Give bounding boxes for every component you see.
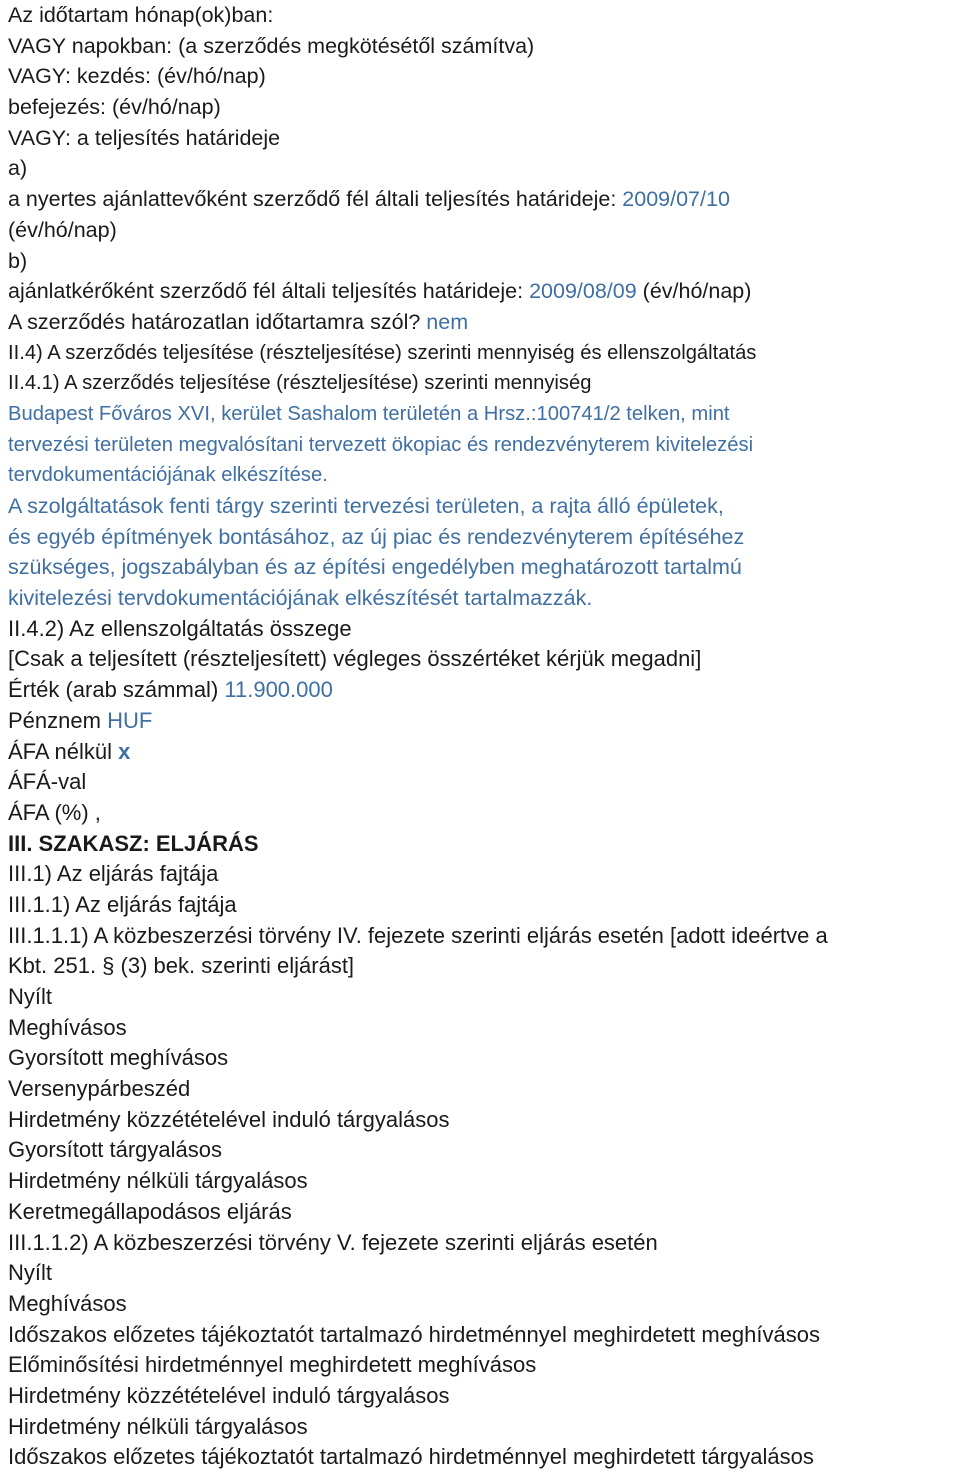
value-amount: 11.900.000 — [224, 677, 333, 703]
contracting-deadline-label: ajánlatkérőként szerződő fél általi teljesítés határideje: — [8, 279, 530, 304]
procedure-option-negotiated-without-notice: Hirdetmény nélküli tárgyalásos — [8, 1168, 308, 1194]
item-b-label: b) — [8, 248, 28, 273]
duration-months-line: Az időtartam hónap(ok)ban: — [8, 3, 274, 27]
winner-deadline-value: 2009/07/10 — [622, 187, 730, 212]
section-iii111-continuation: Kbt. 251. § (3) bek. szerinti eljárást] — [8, 953, 355, 979]
currency-value: HUF — [107, 707, 153, 733]
contracting-deadline-suffix: (év/hó/nap) — [636, 279, 752, 304]
indefinite-duration-value: nem — [426, 309, 469, 334]
quantity-text-line-2: tervezési területen megvalósítani tervezett ökopiac és rendezvényterem kivitelezési — [8, 433, 754, 456]
services-text-line-3: szükséges, jogszabályban és az építési engedélyben meghatározott tartalmú — [8, 555, 742, 580]
start-date-line: VAGY: kezdés: (év/hó/nap) — [8, 64, 266, 89]
contracting-deadline-value: 2009/08/09 — [529, 279, 637, 304]
procedure-option-negotiated-with-notice: Hirdetmény közzétételével induló tárgyalásos — [8, 1106, 450, 1132]
value-line — [8, 675, 960, 706]
section-ii4-heading: II.4) A szerződés teljesítése (részteljesítése) szerinti mennyiség és ellenszolgáltatás — [8, 341, 757, 364]
currency-line — [8, 706, 960, 737]
item-a-label: a) — [8, 156, 28, 181]
winner-deadline-line — [8, 184, 960, 215]
section-iii11-heading: III.1.1) Az eljárás fajtája — [8, 891, 237, 917]
procedure-option-open: Nyílt — [8, 984, 52, 1009]
indefinite-duration-label: A szerződés határozatlan időtartamra szól? — [8, 309, 427, 334]
date-format-line: (év/hó/nap) — [8, 217, 117, 242]
procedure-option-competitive-dialogue: Versenypárbeszéd — [8, 1076, 191, 1102]
quantity-text-line-3: tervdokumentációjának elkészítése. — [8, 464, 328, 487]
services-text-line-1: A szolgáltatások fenti tárgy szerinti tervezési területen, a rajta álló épületek, — [8, 494, 724, 518]
services-text-line-4: kivitelezési tervdokumentációjának elkészítését tartalmazzák. — [8, 586, 593, 611]
section-iii-heading: III. SZAKASZ: ELJÁRÁS — [8, 830, 259, 856]
winner-deadline-label: a nyertes ajánlattevőként szerződő fél általi teljesítés határideje: — [8, 187, 623, 212]
vat-included-line: ÁFÁ-val — [8, 769, 87, 795]
v-procedure-option-prequalification-restricted: Előminősítési hirdetménnyel meghirdetett meghívásos — [8, 1352, 537, 1378]
vat-excluded-line — [8, 737, 960, 768]
v-procedure-option-negotiated-with-notice: Hirdetmény közzétételével induló tárgyalásos — [8, 1382, 450, 1408]
section-iii1-heading: III.1) Az eljárás fajtája — [8, 861, 219, 887]
v-procedure-option-negotiated-without-notice: Hirdetmény nélküli tárgyalásos — [8, 1413, 308, 1439]
vat-excluded-label: ÁFA nélkül — [8, 738, 119, 764]
indefinite-duration-line — [8, 307, 960, 338]
procedure-option-accelerated-restricted: Gyorsított meghívásos — [8, 1045, 229, 1071]
duration-days-line: VAGY napokban: (a szerződés megkötésétől számítva) — [8, 33, 535, 58]
contracting-deadline-line — [8, 276, 960, 307]
document-body — [8, 0, 960, 1473]
value-label: Érték (arab számmal) — [8, 677, 225, 703]
currency-label: Pénznem — [8, 707, 108, 733]
v-procedure-option-periodic-restricted: Időszakos előzetes tájékoztatót tartalmazó hirdetménnyel meghirdetett meghívásos — [8, 1321, 820, 1347]
v-procedure-option-restricted: Meghívásos — [8, 1290, 127, 1316]
section-iii111-heading: III.1.1.1) A közbeszerzési törvény IV. fejezete szerinti eljárás esetén [adott ideértve a — [8, 922, 828, 948]
deadline-heading: VAGY: a teljesítés határideje — [8, 125, 281, 150]
vat-excluded-mark: x — [118, 738, 131, 764]
v-procedure-option-periodic-negotiated: Időszakos előzetes tájékoztatót tartalmazó hirdetménnyel meghirdetett tárgyalásos — [8, 1444, 814, 1470]
total-value-note: [Csak a teljesített (részteljesített) végleges összértéket kérjük megadni] — [8, 646, 702, 672]
procedure-option-restricted: Meghívásos — [8, 1014, 127, 1040]
section-ii42-heading: II.4.2) Az ellenszolgáltatás összege — [8, 615, 352, 641]
services-text-line-2: és egyéb építmények bontásához, az új piac és rendezvényterem építéséhez — [8, 524, 745, 549]
procedure-option-accelerated-negotiated: Gyorsított tárgyalásos — [8, 1137, 222, 1163]
end-date-line: befejezés: (év/hó/nap) — [8, 95, 221, 120]
quantity-text-line-1: Budapest Főváros XVI, kerület Sashalom területén a Hrsz.:100741/2 telken, mint — [8, 402, 730, 425]
procedure-option-framework: Keretmegállapodásos eljárás — [8, 1198, 292, 1224]
section-iii112-heading: III.1.1.2) A közbeszerzési törvény V. fejezete szerinti eljárás esetén — [8, 1229, 658, 1255]
vat-percent-line: ÁFA (%) , — [8, 799, 101, 825]
section-ii41-heading: II.4.1) A szerződés teljesítése (részteljesítése) szerinti mennyiség — [8, 372, 592, 395]
v-procedure-option-open: Nyílt — [8, 1260, 52, 1286]
